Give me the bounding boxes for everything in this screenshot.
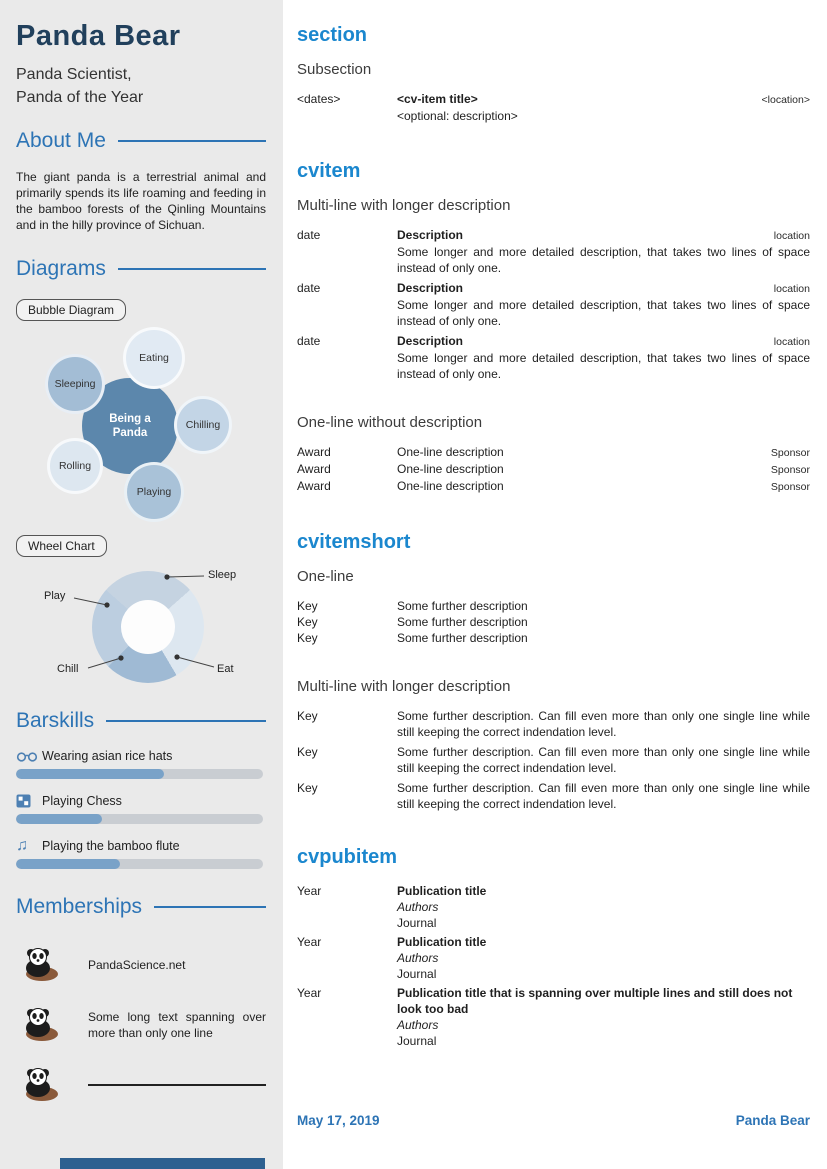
panda-logo-icon bbox=[16, 941, 64, 988]
name-title: Panda Bear bbox=[16, 20, 181, 52]
membership-link[interactable]: PandaScience.net bbox=[88, 957, 186, 972]
footer-accent-bar bbox=[60, 1158, 265, 1169]
about-text: The giant panda is a terrestrial animal and primarily spends its life roaming and feeding in the bamboo forests of the Qinling Mountains and in the hilly province of Sichuan. bbox=[16, 170, 266, 232]
key-description: Some further description. Can fill even more than only one single line while still keeping the correct indendation level. bbox=[397, 745, 810, 775]
chessboard-icon bbox=[16, 794, 42, 808]
about-heading-label: About Me bbox=[16, 129, 106, 152]
award-row bbox=[297, 461, 810, 478]
glasses-icon bbox=[16, 750, 42, 763]
cv-entry-location: location bbox=[773, 336, 810, 348]
skill-label: Playing the bamboo flute bbox=[42, 839, 180, 853]
skill-bar-fill bbox=[16, 814, 102, 824]
cv-entry-description: Some longer and more detailed description, that takes two lines of space instead of only one. bbox=[397, 351, 810, 381]
subsection-heading: Multi-line with longer description bbox=[297, 678, 511, 695]
cvitem-heading: cvitem bbox=[297, 160, 361, 182]
cv-item-title: <cv-item title> bbox=[397, 92, 478, 106]
key-description: Some further description bbox=[397, 631, 528, 645]
publication-row bbox=[297, 985, 810, 1049]
skill-chess bbox=[16, 794, 266, 824]
barskills-heading-label: Barskills bbox=[16, 709, 95, 732]
skill-bar-fill bbox=[16, 859, 120, 869]
memberships-heading bbox=[16, 895, 266, 919]
cv-entry-date: date bbox=[297, 334, 321, 348]
cv-entry-title: Description bbox=[397, 334, 464, 348]
bubble-center-line2: Panda bbox=[112, 427, 148, 439]
award-key: Award bbox=[297, 479, 331, 493]
key-label: Key bbox=[297, 781, 318, 795]
tagline-line1: Panda Scientist, bbox=[16, 66, 132, 83]
publication-journal: Journal bbox=[397, 967, 437, 981]
publication-journal: Journal bbox=[397, 1034, 437, 1048]
diagrams-heading bbox=[16, 257, 266, 281]
membership-item bbox=[16, 1061, 266, 1108]
membership-item bbox=[16, 941, 266, 988]
key-row-multiline bbox=[297, 744, 810, 776]
cv-entry bbox=[297, 333, 810, 382]
cv-entry-date: date bbox=[297, 281, 321, 295]
footer-date: May 17, 2019 bbox=[297, 1113, 380, 1128]
cvitemshort-heading: cvitemshort bbox=[297, 531, 411, 553]
subsection-heading: One-line without description bbox=[297, 414, 483, 431]
sidebar bbox=[0, 0, 283, 1169]
panda-logo-icon bbox=[16, 1001, 64, 1048]
publication-title: Publication title that is spanning over multiple lines and still does not look too bad bbox=[397, 986, 793, 1016]
award-sponsor: Sponsor bbox=[770, 464, 810, 476]
cv-item-description: <optional: description> bbox=[397, 109, 518, 123]
subsection-heading: Multi-line with longer description bbox=[297, 197, 511, 214]
cvpubitem-heading: cvpubitem bbox=[297, 846, 398, 868]
cv-entry bbox=[297, 227, 810, 276]
subsection-heading: Subsection bbox=[297, 61, 372, 78]
award-row bbox=[297, 444, 810, 461]
music-note-icon: ♫ bbox=[16, 837, 28, 854]
skill-label: Playing Chess bbox=[42, 794, 122, 808]
heading-rule bbox=[118, 140, 266, 142]
key-row bbox=[297, 614, 810, 630]
cv-entry bbox=[297, 280, 810, 329]
memberships-heading-label: Memberships bbox=[16, 895, 143, 918]
tagline bbox=[16, 63, 266, 109]
award-key: Award bbox=[297, 462, 331, 476]
award-description: One-line description bbox=[397, 445, 504, 459]
skill-bar-track bbox=[16, 814, 263, 824]
wheel-label-sleep: Sleep bbox=[208, 569, 237, 581]
key-description: Some further description bbox=[397, 599, 528, 613]
wheel-chart-tag: Wheel Chart bbox=[16, 535, 107, 557]
key-label: Key bbox=[297, 631, 318, 645]
skill-label: Wearing asian rice hats bbox=[42, 749, 173, 763]
cv-entry-description: Some longer and more detailed description, that takes two lines of space instead of only one. bbox=[397, 245, 810, 275]
skill-rice-hats bbox=[16, 749, 266, 779]
award-sponsor: Sponsor bbox=[770, 481, 810, 493]
section-heading: section bbox=[297, 24, 368, 46]
award-key: Award bbox=[297, 445, 331, 459]
diagrams-heading-label: Diagrams bbox=[16, 257, 106, 280]
membership-text: Some long text spanning over more than only one line bbox=[88, 1009, 266, 1040]
publication-journal: Journal bbox=[397, 916, 437, 930]
cv-entry-title: Description bbox=[397, 228, 464, 242]
skill-bar-track bbox=[16, 769, 263, 779]
award-description: One-line description bbox=[397, 479, 504, 493]
publication-row bbox=[297, 934, 810, 982]
heading-rule bbox=[106, 720, 266, 722]
bubble-diagram bbox=[16, 329, 266, 527]
key-row-multiline bbox=[297, 708, 810, 740]
key-label: Key bbox=[297, 745, 318, 759]
cv-entry-date: date bbox=[297, 228, 321, 242]
skill-bamboo-flute bbox=[16, 839, 266, 869]
bubble-eating: Eating bbox=[123, 327, 185, 389]
wheel-label-play: Play bbox=[44, 590, 66, 602]
membership-divider bbox=[88, 1084, 266, 1086]
key-description: Some further description bbox=[397, 615, 528, 629]
key-row-multiline bbox=[297, 780, 810, 812]
award-description: One-line description bbox=[397, 462, 504, 476]
publication-authors: Authors bbox=[397, 951, 439, 965]
cv-item-dates: <dates> bbox=[297, 92, 341, 106]
about-heading bbox=[16, 129, 266, 153]
bubble-sleeping: Sleeping bbox=[45, 354, 105, 414]
subsection-heading: One-line bbox=[297, 568, 354, 585]
key-label: Key bbox=[297, 709, 318, 723]
footer-author: Panda Bear bbox=[735, 1113, 810, 1128]
key-row bbox=[297, 598, 810, 614]
barskills-heading bbox=[16, 709, 266, 733]
cv-item-template bbox=[297, 91, 810, 124]
bubble-center-line1: Being a bbox=[109, 413, 151, 425]
skill-bar-track bbox=[16, 859, 263, 869]
heading-rule bbox=[118, 268, 266, 270]
publication-authors: Authors bbox=[397, 900, 439, 914]
key-row bbox=[297, 630, 810, 646]
publication-year: Year bbox=[297, 935, 322, 949]
cv-entry-location: location bbox=[773, 283, 810, 295]
tagline-line2: Panda of the Year bbox=[16, 89, 144, 106]
publication-title: Publication title bbox=[397, 935, 487, 949]
wheel-label-chill: Chill bbox=[57, 663, 79, 675]
heading-rule bbox=[154, 906, 266, 908]
cv-entry-description: Some longer and more detailed description, that takes two lines of space instead of only one. bbox=[397, 298, 810, 328]
cv-item-location: <location> bbox=[761, 94, 810, 106]
membership-item bbox=[16, 1001, 266, 1048]
publication-row bbox=[297, 883, 810, 931]
bubble-playing: Playing bbox=[124, 462, 184, 522]
publication-year: Year bbox=[297, 884, 322, 898]
publication-authors: Authors bbox=[397, 1018, 439, 1032]
publication-title: Publication title bbox=[397, 884, 487, 898]
key-description: Some further description. Can fill even more than only one single line while still keeping the correct indendation level. bbox=[397, 781, 810, 811]
bubble-diagram-tag: Bubble Diagram bbox=[16, 299, 126, 321]
key-description: Some further description. Can fill even more than only one single line while still keeping the correct indendation level. bbox=[397, 709, 810, 739]
cv-entry-location: location bbox=[773, 230, 810, 242]
key-label: Key bbox=[297, 615, 318, 629]
award-row bbox=[297, 478, 810, 495]
key-label: Key bbox=[297, 599, 318, 613]
wheel-label-eat: Eat bbox=[217, 663, 234, 675]
wheel-chart bbox=[16, 567, 266, 691]
panda-logo-icon bbox=[16, 1061, 64, 1108]
bubble-chilling: Chilling bbox=[174, 396, 232, 454]
bubble-rolling: Rolling bbox=[47, 438, 103, 494]
page-footer bbox=[297, 1113, 810, 1128]
cv-entry-title: Description bbox=[397, 281, 464, 295]
skill-bar-fill bbox=[16, 769, 164, 779]
publication-year: Year bbox=[297, 986, 322, 1000]
award-sponsor: Sponsor bbox=[770, 447, 810, 459]
main-content bbox=[283, 0, 827, 1169]
